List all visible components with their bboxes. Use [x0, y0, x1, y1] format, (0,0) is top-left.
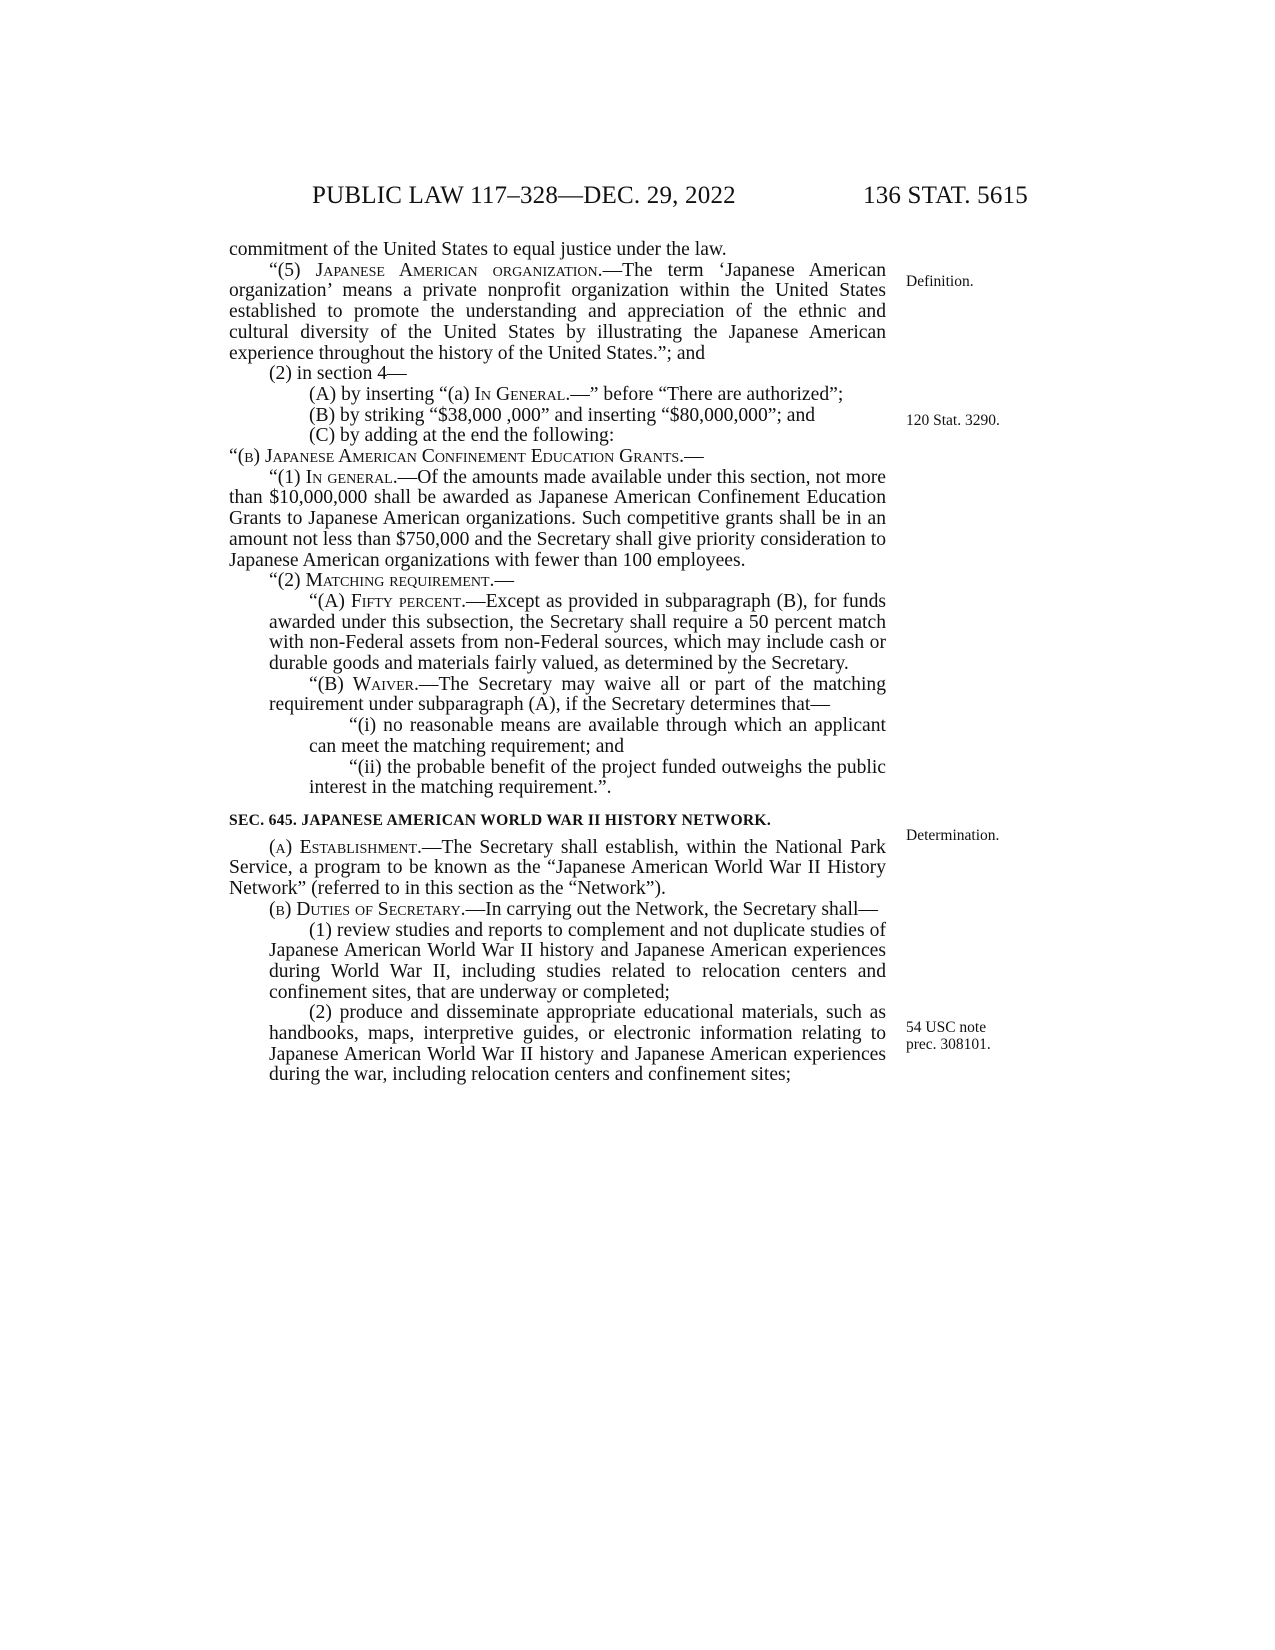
paragraph-2-matching — [229, 571, 886, 592]
text-1-in-general: —Of the amounts made available under this section, not more than $10,000,000 shall be awarded as Japanese American Confinement Education Grants to Japanese American organizations. Such competitive grants shall be in an amount not less than $750,000 and the Secretary shall give priority consideration to Japanese American organizations with fewer than 100 employees. — [229, 466, 886, 571]
heading-establishment: (a) Establishment. — [269, 836, 422, 858]
margin-note-stat-ref: 120 Stat. 3290. — [906, 412, 1000, 429]
heading-confinement-education-grants: “(b) Japanese American Confinement Education Grants. — [229, 446, 685, 468]
heading-in-general: In General — [474, 383, 566, 405]
heading-waiver: “(B) Waiver. — [309, 673, 419, 695]
paragraph-A-fifty-percent — [229, 592, 886, 675]
text-duties: —In carrying out the Network, the Secretary shall— — [465, 898, 879, 920]
heading-japanese-american-organization: “(5) Japanese American organization. — [269, 259, 603, 281]
paragraph-B-waiver — [229, 675, 886, 716]
margin-note-usc-line1: 54 USC note — [906, 1019, 987, 1036]
paragraph-section-4: (2) in section 4— — [269, 363, 407, 385]
paragraph-C-adding: (C) by adding at the end the following: — [309, 425, 615, 447]
paragraph-1-in-general — [229, 468, 886, 572]
paragraph-definition-5 — [229, 261, 886, 365]
paragraph-i-reasonable-means: “(i) no reasonable means are available through which an applicant can meet the matching requirement; and — [309, 715, 886, 757]
heading-1-in-general: “(1) In general. — [269, 466, 398, 488]
section-645-heading: SEC. 645. JAPANESE AMERICAN WORLD WAR II HISTORY NETWORK. — [229, 811, 772, 829]
margin-note-usc-line2: prec. 308101. — [906, 1036, 991, 1053]
text-definition-5: —The term ‘Japanese American organization’ means a private nonprofit organization within the United States established to promote the understanding and appreciation of the ethnic and cultural diversity of the United States by illustrating the Japanese American experience throughout the history of the United States.”; and — [229, 259, 886, 364]
margin-note-definition: Definition. — [906, 273, 974, 290]
text-b-dash: — — [684, 446, 704, 468]
paragraph-commitment: commitment of the United States to equal justice under the law. — [229, 239, 727, 260]
text-waiver: —The Secretary may waive all or part of the matching requirement under subparagraph (A), if the Secretary determines that— — [269, 673, 886, 716]
text-A-post: .—” before “There are authorized”; — [565, 383, 844, 405]
heading-duties-of-secretary: (b) Duties of Secretary. — [269, 898, 466, 920]
paragraph-b-duties — [229, 900, 886, 921]
paragraph-a-establishment — [229, 838, 886, 900]
running-header-title: PUBLIC LAW 117–328—DEC. 29, 2022 — [312, 182, 736, 209]
page-body — [229, 240, 886, 1086]
paragraph-b-grants-heading — [229, 447, 886, 468]
text-establishment: —The Secretary shall establish, within the National Park Service, a program to be known as the “Japanese American World War II History Network” (referred to in this section as the “Network”). — [229, 836, 886, 900]
heading-matching-requirement: “(2) Matching requirement. — [269, 570, 495, 592]
paragraph-duty-2: (2) produce and disseminate appropriate educational materials, such as handbooks, maps, interpretive guides, or electronic information relating to Japanese American World War II history and Japanese American experiences during the war, including relocation centers and confinement sites; — [269, 1002, 886, 1086]
paragraph-B-striking: (B) by striking “$38,000 ,000” and inserting “$80,000,000”; and — [309, 404, 816, 426]
margin-note-determination: Determination. — [906, 827, 1000, 844]
heading-fifty-percent: “(A) Fifty percent. — [309, 590, 466, 612]
paragraph-ii-probable-benefit: “(ii) the probable benefit of the project funded outweighs the public interest in the matching requirement.”. — [309, 756, 886, 799]
text-fifty-percent: —Except as provided in subparagraph (B), for funds awarded under this subsection, the Secretary shall require a 50 percent match with non-Federal assets from non-Federal sources, which may include cash or durable goods and materials fairly valued, as determined by the Secretary. — [269, 590, 887, 675]
running-header-stat: 136 STAT. 5615 — [863, 182, 1028, 209]
text-matching-dash: — — [494, 570, 515, 592]
paragraph-A-inserting — [229, 385, 886, 406]
paragraph-duty-1: (1) review studies and reports to complement and not duplicate studies of Japanese American World War II history and Japanese American experiences during World War II, including studies related to relocation centers and confinement sites, that are underway or completed; — [269, 919, 886, 1003]
text-A-pre: (A) by inserting “(a) — [309, 383, 475, 405]
